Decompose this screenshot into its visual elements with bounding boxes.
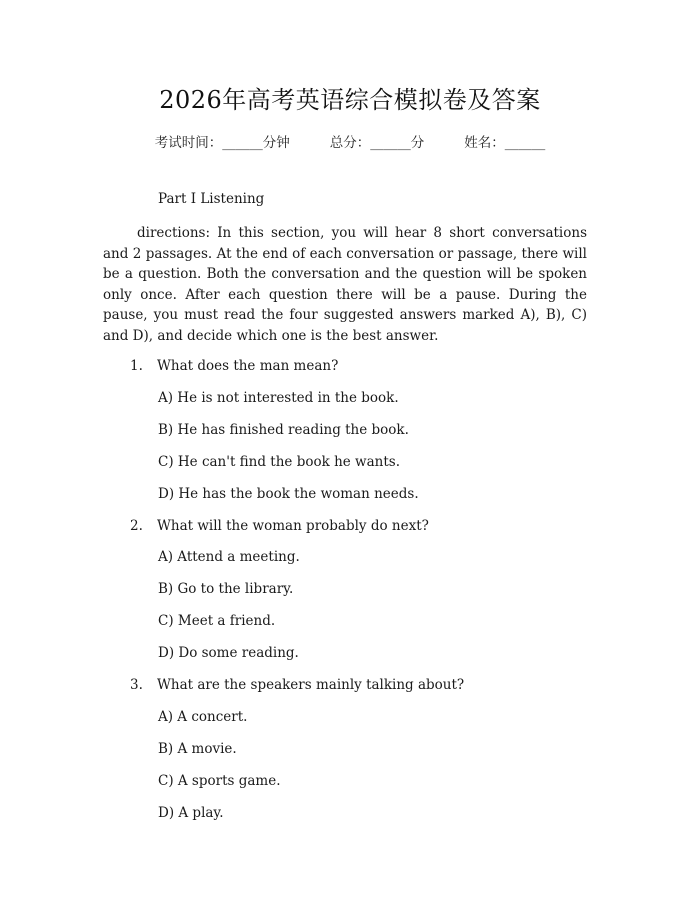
question-text: What are the speakers mainly talking about? (157, 677, 465, 693)
question-2-option-d: D) Do some reading. (158, 645, 299, 661)
question-number: 1. (130, 358, 143, 374)
directions-text: directions: In this section, you will hear 8 short conversations and 2 passages. At the end of each conversation or passage, there will be a question. Both the conversation and the question will be spoken only once. After each question there will be a pause. During the pause, you must read the four suggested answers marked A), B), C) and D), and decide which one is the best answer. (103, 225, 587, 344)
part-heading: Part I Listening (158, 191, 265, 207)
exam-time-field: 考试时间：______分钟 (154, 135, 290, 151)
question-1-option-d: D) He has the book the woman needs. (158, 486, 419, 502)
exam-meta-line (0, 131, 700, 151)
student-name-field: 姓名：______ (464, 135, 546, 151)
question-number: 2. (130, 518, 143, 534)
total-score-field: 总分：______分 (329, 135, 425, 151)
question-2-option-b: B) Go to the library. (158, 581, 294, 597)
question-2-option-c: C) Meet a friend. (158, 613, 276, 629)
question-3-option-c: C) A sports game. (158, 773, 281, 789)
question-3 (130, 677, 464, 693)
question-3-option-a: A) A concert. (158, 709, 248, 725)
directions-paragraph (103, 223, 587, 346)
question-2 (130, 518, 429, 534)
exam-title: 2026年高考英语综合模拟卷及答案 (159, 86, 541, 114)
question-2-option-a: A) Attend a meeting. (158, 549, 300, 565)
question-number: 3. (130, 677, 143, 693)
question-text: What does the man mean? (157, 358, 339, 374)
question-1-option-a: A) He is not interested in the book. (158, 390, 399, 406)
question-3-option-d: D) A play. (158, 805, 224, 821)
question-text: What will the woman probably do next? (157, 518, 429, 534)
question-3-option-b: B) A movie. (158, 741, 237, 757)
question-1-option-c: C) He can't find the book he wants. (158, 454, 400, 470)
question-1-option-b: B) He has finished reading the book. (158, 422, 409, 438)
question-1 (130, 358, 338, 374)
